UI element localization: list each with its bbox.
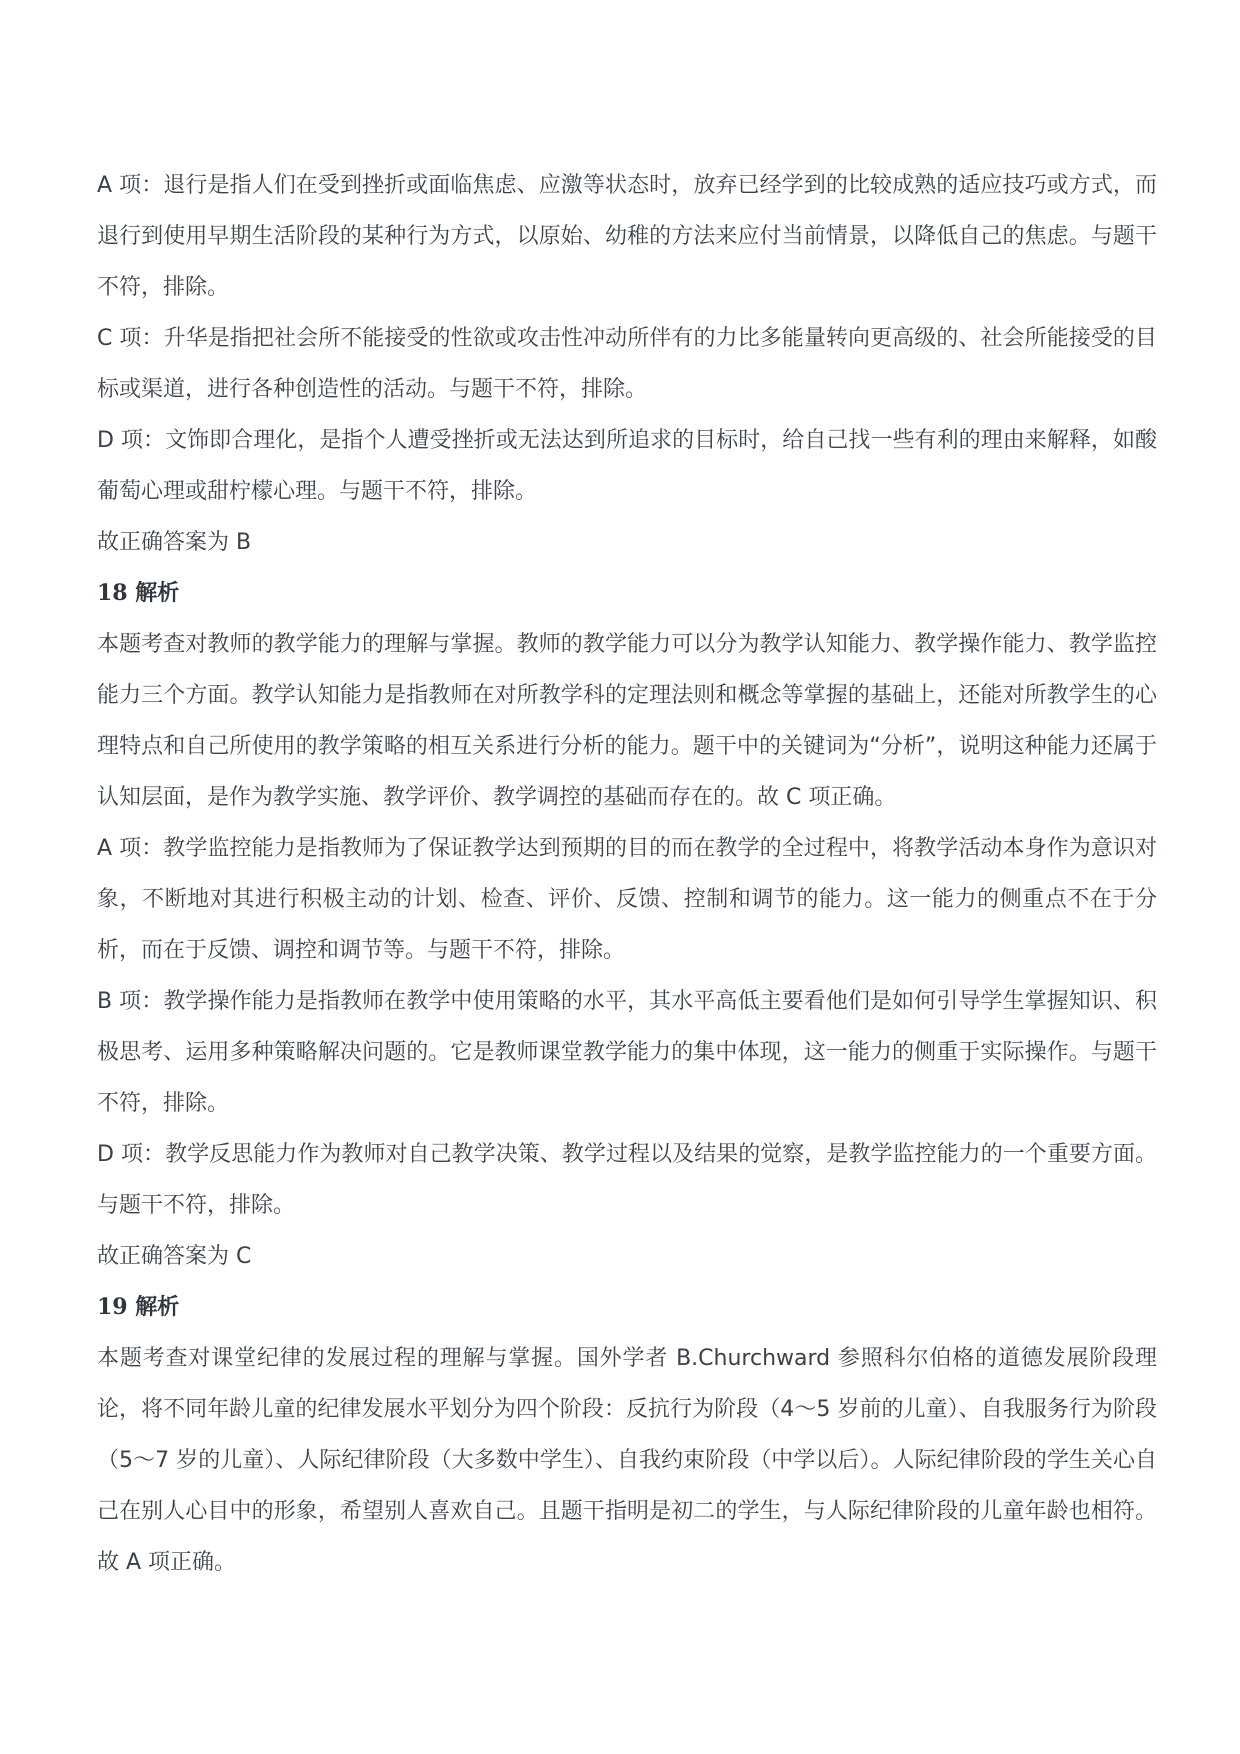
q19-heading: 19 解析 xyxy=(97,1294,180,1320)
document-page xyxy=(97,160,1157,1588)
q17-option-c: C 项：升华是指把社会所不能接受的性欲或攻击性冲动所伴有的力比多能量转向更高级的、社会所能接受的目标或渠道，进行各种创造性的活动。与题干不符，排除。 xyxy=(97,326,1157,402)
q18-option-d: D 项：教学反思能力作为教师对自己教学决策、教学过程以及结果的觉察，是教学监控能力的一个重要方面。与题干不符，排除。 xyxy=(97,1142,1157,1218)
q18-option-a: A 项：教学监控能力是指教师为了保证教学达到预期的目的而在教学的全过程中，将教学活动本身作为意识对象，不断地对其进行积极主动的计划、检查、评价、反馈、控制和调节的能力。这一能力的侧重点不在于分析，而在于反馈、调控和调节等。与题干不符，排除。 xyxy=(97,836,1157,963)
q17-answer: 故正确答案为 B xyxy=(97,530,252,555)
q18-heading: 18 解析 xyxy=(97,580,180,606)
q17-option-a: A 项：退行是指人们在受到挫折或面临焦虑、应激等状态时，放弃已经学到的比较成熟的适应技巧或方式，而退行到使用早期生活阶段的某种行为方式，以原始、幼稚的方法来应付当前情景，以降低自己的焦虑。与题干不符，排除。 xyxy=(97,173,1157,300)
q17-option-d: D 项：文饰即合理化，是指个人遭受挫折或无法达到所追求的目标时，给自己找一些有利的理由来解释，如酸葡萄心理或甜柠檬心理。与题干不符，排除。 xyxy=(97,428,1157,504)
q18-intro: 本题考查对教师的教学能力的理解与掌握。教师的教学能力可以分为教学认知能力、教学操作能力、教学监控能力三个方面。教学认知能力是指教师在对所教学科的定理法则和概念等掌握的基础上，还能对所教学生的心理特点和自己所使用的教学策略的相互关系进行分析的能力。题干中的关键词为“分析”，说明这种能力还属于认知层面，是作为教学实施、教学评价、教学调控的基础而存在的。故 C 项正确。 xyxy=(97,632,1157,810)
q18-option-b: B 项：教学操作能力是指教师在教学中使用策略的水平，其水平高低主要看他们是如何引导学生掌握知识、积极思考、运用多种策略解决问题的。它是教师课堂教学能力的集中体现，这一能力的侧重于实际操作。与题干不符，排除。 xyxy=(97,989,1157,1116)
q19-intro: 本题考查对课堂纪律的发展过程的理解与掌握。国外学者 B.Churchward 参照科尔伯格的道德发展阶段理论，将不同年龄儿童的纪律发展水平划分为四个阶段：反抗行为阶段（4～5 岁前的儿童）、自我服务行为阶段（5～7 岁的儿童）、人际纪律阶段（大多数中学生）、自我约束阶段（中学以后）。人际纪律阶段的学生关心自己在别人心目中的形象，希望别人喜欢自己。且题干指明是初二的学生，与人际纪律阶段的儿童年龄也相符。故 A 项正确。 xyxy=(97,1346,1157,1575)
q18-answer: 故正确答案为 C xyxy=(97,1244,252,1269)
